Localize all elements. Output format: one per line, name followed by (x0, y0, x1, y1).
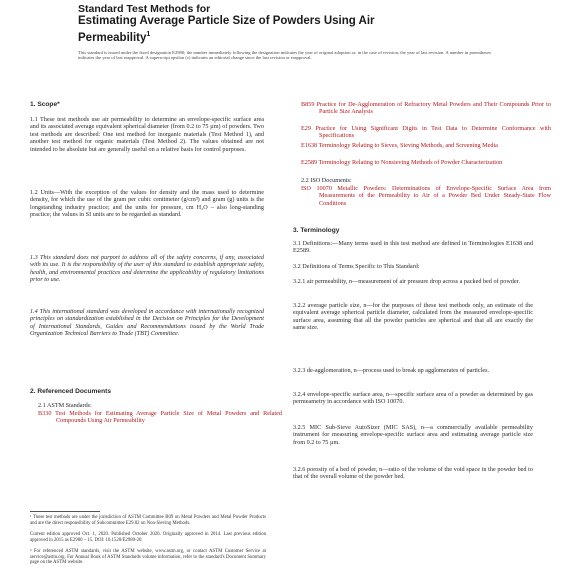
ref-iso10070[interactable] (301, 185, 551, 207)
ref-b330[interactable] (38, 410, 282, 425)
title-block (78, 3, 498, 45)
ref-e29[interactable] (301, 125, 551, 140)
para-3-2-5: 3.2.5 MIC Sub-Sieve AutoSizer (MIC SAS), n—a commercially available permeability instrument for measuring envelope-specific surface area and estimating average particle size from 0.2 to 75 µm. (293, 424, 533, 446)
ref-e2589[interactable] (301, 159, 551, 166)
para-3-1: 3.1 Definitions:—Many terms used in this test method are defined in Terminologies E1638 and E2589. (293, 240, 533, 255)
para-3-2-6: 3.2.6 porosity of a bed of powder, n—ratio of the volume of the void space in the powder bed to that of the overall volume of the powder bed. (293, 466, 533, 481)
ref-iso-text[interactable]: Metallic Powders: Determinations of Envelope-Specific Surface Area from Measurements of the Permeability to Air of a Powder Bed Under Steady-State Flow Conditions (319, 185, 551, 207)
title-line-2: Estimating Average Particle Size of Powders Using Air (78, 15, 375, 27)
para-1-4: 1.4 This international standard was developed in accordance with internationally recognized principles on standardization established in the Decision on Principles for the Development of International Standards, Guides and Recommendations issued by the World Trade Organization Technical Barriers to Trade (TBT) Committee. (30, 308, 264, 338)
ref-b859-code[interactable]: B859 (301, 101, 315, 108)
refs-heading: 2. Referenced Documents (30, 388, 111, 395)
ref-e29-code[interactable]: E29 (301, 125, 311, 132)
title-line-3-text: Permeability (78, 31, 147, 44)
ref-b859-text[interactable]: Practice for De-Agglomeration of Refractory Metal Powders and Their Compounds Prior to Particle Size Analysis (316, 101, 551, 116)
para-1-2: 1.2 Units—With the exception of the values for density and the mass used to determine density, for which the use of the gram per cubic centimeter (g/cm³) and gram (g) units is the longstanding industry practice; and the units for pressure, cm H₂O – also long-standing practice; the values in SI units are to be regarded as standard. (30, 189, 264, 219)
ref-e1638[interactable] (301, 142, 551, 149)
ref-e29-text[interactable]: Practice for Using Significant Digits in Test Data to Determine Conformance with Specifications (315, 125, 551, 140)
footnote-rule (30, 511, 100, 512)
footnote-1b: Current edition approved Oct. 1, 2020. Published October 2020. Originally approved in 2014. Last previous edition approved in 2015 as E2980 – 15. DOI: 10.1520/E2980-20. (30, 532, 266, 543)
footnote-1: ¹ These test methods are under the jurisdiction of ASTM Committee B09 on Metal Powders and Metal Powder Products and are the direct responsibility of Subcommittee E29.02 on Non-Sieving Methods. (30, 515, 266, 526)
ref-e1638-code[interactable]: E1638 (301, 142, 318, 149)
ref-b330-code[interactable]: B330 (38, 410, 52, 417)
para-2-2: 2.2 ISO Documents: (301, 177, 352, 184)
footnote-2: ² For referenced ASTM standards, visit the ASTM website, www.astm.org, or contact ASTM Customer Service at service@astm.org. For Annual Book of ASTM Standards volume information, refer to the standard's Document Summary page on the ASTM website. (30, 549, 266, 566)
title-footnote-mark: 1 (146, 31, 151, 38)
ref-e2589-code[interactable]: E2589 (301, 159, 318, 166)
para-3-2-3: 3.2.3 de-agglomeration, n—process used to break up agglomerates of particles. (293, 367, 490, 374)
para-3-2-4: 3.2.4 envelope-specific surface area, n—specific surface area of a powder as determined by gas permeametry in accordance with ISO 10070. (293, 391, 533, 406)
para-3-2: 3.2 Definitions of Terms Specific to This Standard: (293, 263, 420, 270)
ref-e2589-text[interactable]: Terminology Relating to Nonsieving Methods of Powder Characterization (318, 159, 503, 166)
issue-note: This standard is issued under the fixed designation E2980; the number immediately following the designation indicates the year of original adoption or, in the case of revision, the year of last revision. A number in parentheses indicates the year of last reapproval. A superscript epsilon (ε) indicates an editorial change since the last revision or reapproval. (78, 49, 491, 60)
title-line-3 (78, 28, 498, 45)
ref-b859[interactable] (301, 101, 551, 116)
para-2-1: 2.1 ASTM Standards: (38, 402, 92, 409)
scope-heading: 1. Scope* (30, 101, 60, 108)
para-3-2-2: 3.2.2 average particle size, n—for the purposes of these test methods only, an estimate of the equivalent average spherical particle diameter, calculated from the measured envelope-specific surface area, assuming that all the powder particles are spherical and that all are exactly the same size. (293, 302, 533, 332)
para-3-2-1: 3.2.1 air permeability, n—measurement of air pressure drop across a packed bed of powder. (293, 278, 520, 285)
terminology-heading: 3. Terminology (293, 227, 340, 234)
ref-b330-text[interactable]: Test Methods for Estimating Average Particle Size of Metal Powders and Related Compounds Using Air Permeability (55, 410, 282, 425)
title-line-1: Standard Test Methods for (78, 3, 211, 15)
para-1-1: 1.1 These test methods use air permeability to determine an envelope-specific surface area and its associated average equivalent spherical diameter (from 0.2 to 75 µm) of powders. Two test methods are described: One test method for inorganic materials (Test Method 1), and another test method for organic materials (Test Method 2). The values obtained are not intended to be absolute but are generally useful on a relative basis for control purposes. (30, 116, 264, 153)
ref-e1638-text[interactable]: Terminology Relating to Sieves, Sieving Methods, and Screening Media (318, 142, 498, 149)
para-1-3: 1.3 This standard does not purport to address all of the safety concerns, if any, associated with its use. It is the responsibility of the user of this standard to establish appropriate safety, health, and environmental practices and determine the applicability of regulatory limitations prior to use. (30, 254, 264, 284)
ref-iso-code[interactable]: ISO 10070 (301, 185, 332, 192)
